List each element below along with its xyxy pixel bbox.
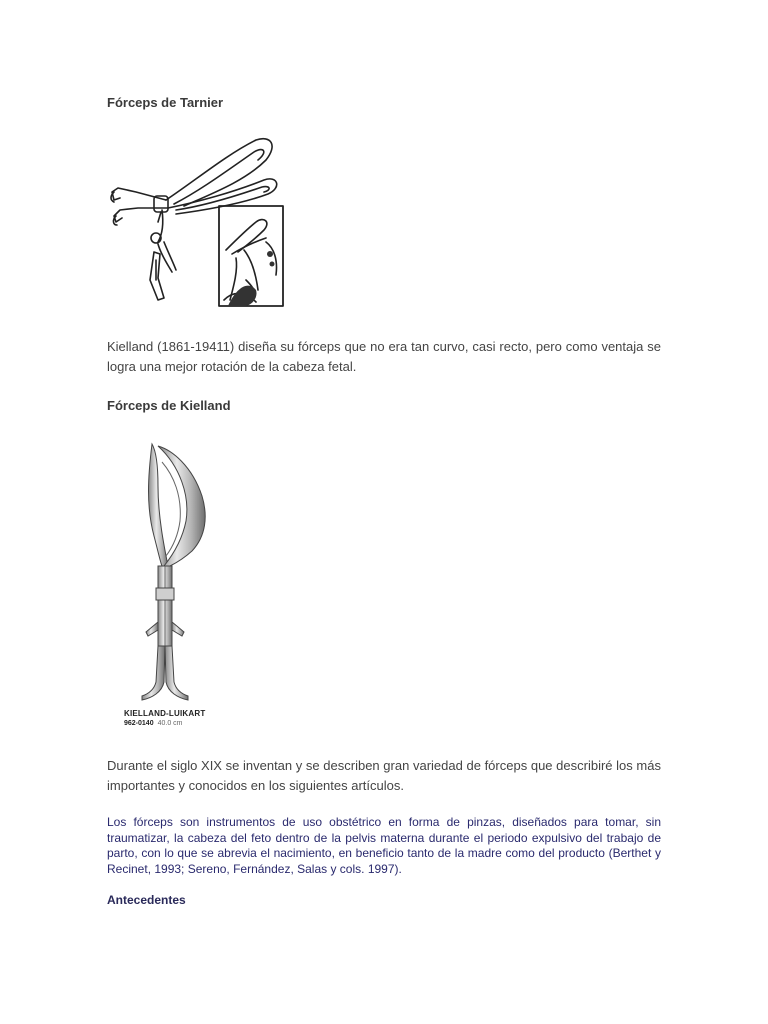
kielland-caption-brand: KIELLAND-LUIKART (124, 709, 206, 718)
kielland-caption-code: 962-0140 (124, 720, 154, 727)
siglo-paragraph: Durante el siglo XIX se inventan y se describen gran variedad de fórceps que describiré los más importantes y conocidos en los siguientes artículos. (107, 758, 661, 793)
kielland-forceps-illustration (112, 436, 222, 708)
heading-antecedentes: Antecedentes (107, 893, 186, 907)
definition-paragraph: Los fórceps son instrumentos de uso obstétrico en forma de pinzas, diseñados para tomar, sin traumatizar, la cabeza del feto dentro de la pelvis materna durante el periodo expulsivo del trabajo de parto, con lo que se abrevia el nacimiento, en beneficio tanto de la madre como del producto (Berthet y Recinet, 1993; Sereno, Fernández, Salas y cols. 1997). (107, 815, 661, 876)
heading-kielland: Fórceps de Kielland (107, 398, 231, 413)
kielland-paragraph: Kielland (1861-19411) diseña su fórceps que no era tan curvo, casi recto, pero como ventaja se logra una mejor rotación de la cabeza fetal. (107, 339, 661, 374)
tarnier-forceps-illustration (106, 130, 286, 312)
kielland-caption-code-line (124, 720, 183, 727)
kielland-caption-length: 40.0 cm (157, 720, 183, 727)
heading-tarnier: Fórceps de Tarnier (107, 95, 224, 110)
